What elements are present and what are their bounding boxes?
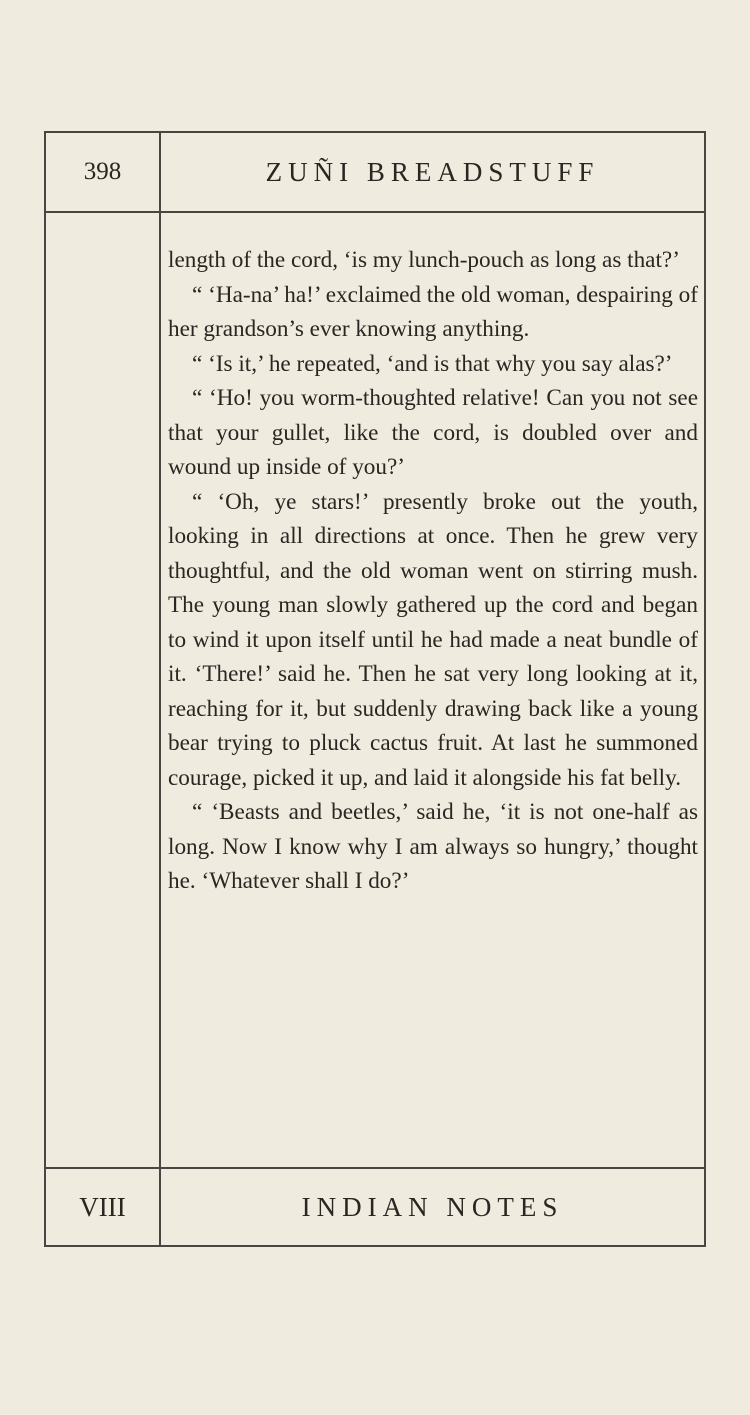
- body-text: [168, 243, 698, 899]
- paragraph: length of the cord, ‘is my lunch-pouch as long as that?’: [168, 247, 680, 273]
- footer-volume: VIII: [79, 1191, 126, 1222]
- paragraph: “ ‘Ho! you worm-thoughted relative! Can you not see that your gullet, like the cord, is doubled over and wound up inside of you?’: [168, 385, 698, 480]
- header-rule: [46, 211, 704, 213]
- column-divider: [159, 133, 161, 1245]
- paragraph: “ ‘Oh, ye stars!’ presently broke out the youth, looking in all directions at once. Then he grew very thoughtful, and the old woman went on stirring mush. The young man slowly gathered up the cord and began to wind it upon itself until he had made a neat bundle of it. ‘There!’ said he. Then he sat very long looking at it, reaching for it, but suddenly drawing back like a young bear trying to pluck cactus fruit. At last he summoned courage, picked it up, and laid it alongside his fat belly.: [168, 488, 698, 791]
- page-number: 398: [83, 158, 122, 185]
- page-frame: [44, 131, 706, 1247]
- running-title: ZUÑI BREADSTUFF: [265, 156, 600, 187]
- paragraph: “ ‘Is it,’ he repeated, ‘and is that why you say alas?’: [192, 350, 673, 377]
- paragraph: “ ‘Beasts and beetles,’ said he, ‘it is not one-half as long. Now I know why I am always so hungry,’ thought he. ‘Whatever shall I do?’: [168, 799, 698, 894]
- paragraph: “ ‘Ha-na’ ha!’ exclaimed the old woman, despairing of her grandson’s ever knowing anything.: [168, 281, 698, 342]
- footer-series-title: INDIAN NOTES: [301, 1191, 564, 1222]
